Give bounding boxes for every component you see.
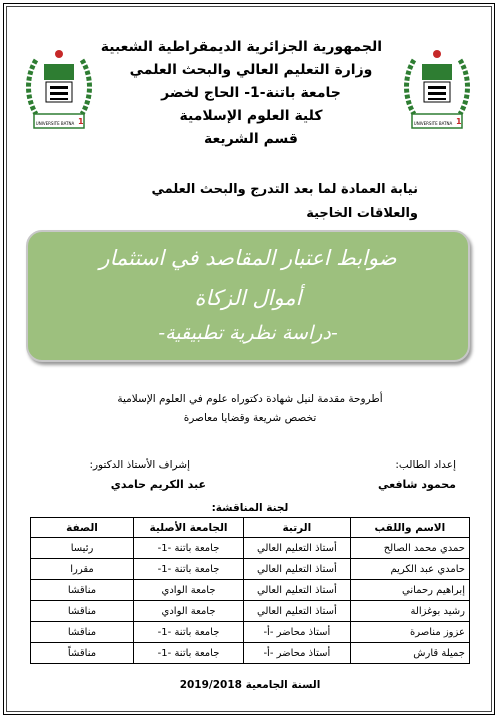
member-university: جامعة باتنة -1- [134,643,244,664]
svg-text:UNIVERSITE BATNA: UNIVERSITE BATNA [35,121,75,126]
member-role: مناقشاً [31,643,134,664]
table-row [31,643,470,664]
academic-year: السنة الجامعية 2019/2018 [179,679,321,691]
member-role: مناقشا [31,580,134,601]
member-rank: أستاذ محاضر -أ- [244,622,351,643]
supervisor-name: عبد الكريم حامدي [110,478,206,491]
member-role: مناقشا [31,622,134,643]
book-icon [44,64,74,80]
table-row [31,580,470,601]
table-header-row [31,518,470,538]
deanery-block [151,178,418,226]
member-name: رشيد بوغزالة [350,601,469,622]
svg-text:UNIVERSITE BATNA: UNIVERSITE BATNA [413,121,453,126]
university-logo-left [22,40,96,132]
member-name: حامدي عبد الكريم [350,559,469,580]
university-logo-right [400,40,474,132]
column-header-rank: الرتبة [244,518,351,538]
emblem-top-icon [433,50,441,58]
svg-text:1: 1 [456,117,462,126]
member-name: حمدي محمد الصالح [350,538,469,559]
member-rank: أستاذ التعليم العالي [244,559,351,580]
thesis-title-box [26,230,470,362]
member-name: عزوز مناصرة [350,622,469,643]
thesis-subtitle: -دراسة نظرية تطبيقية- [158,322,338,344]
member-name: إبراهيم رحماني [350,580,469,601]
member-rank: أستاذ التعليم العالي [244,580,351,601]
header-republic: الجمهورية الجزائرية الديمقراطية الشعبية [100,39,382,55]
deanery-line-2: والعلاقات الخاجية [306,206,418,221]
institution-header [100,36,382,151]
member-name: جميلة قارش [350,643,469,664]
member-role: مقررا [31,559,134,580]
member-university: جامعة باتنة -1- [134,538,244,559]
header-department: قسم الشريعة [204,131,298,147]
deanery-line-1: نيابة العمادة لما بعد التدرج والبحث العلمي [151,182,418,197]
student-label: إعداد الطالب: [395,459,456,471]
thesis-title-line-2: أموال الزكاة [194,286,302,310]
specialization: تخصص شريعة وقضايا معاصرة [183,412,317,424]
member-university: جامعة باتنة -1- [134,622,244,643]
student-name: محمود شافعي [378,478,456,491]
emblem-top-icon [55,50,63,58]
header-ministry: وزارة التعليم العالي والبحث العلمي [129,62,373,78]
column-header-university: الجامعة الأصلية [134,518,244,538]
committee-table [30,517,470,664]
committee-title: لجنة المناقشة: [211,502,289,514]
member-rank: أستاذ محاضر -أ- [244,643,351,664]
table-row [31,538,470,559]
header-faculty: كلية العلوم الإسلامية [179,108,323,124]
member-rank: أستاذ التعليم العالي [244,538,351,559]
member-rank: أستاذ التعليم العالي [244,601,351,622]
member-role: مناقشا [31,601,134,622]
table-row [31,601,470,622]
table-row [31,559,470,580]
member-university: جامعة الوادي [134,601,244,622]
degree-statement: أطروحة مقدمة لنيل شهادة دكتوراه علوم في العلوم الإسلامية [117,393,383,405]
thesis-title-line-1: ضوابط اعتبار المقاصد في استثمار [99,246,397,270]
member-university: جامعة باتنة -1- [134,559,244,580]
column-header-role: الصفة [31,518,134,538]
svg-text:1: 1 [78,117,84,126]
member-university: جامعة الوادي [134,580,244,601]
book-icon [422,64,452,80]
supervisor-label: إشراف الأستاذ الدكتور: [89,459,190,471]
column-header-name: الاسم واللقب [350,518,469,538]
thesis-description [20,390,480,428]
member-role: رئيسا [31,538,134,559]
table-row [31,622,470,643]
header-university: جامعة باتنة-1- الحاج لخضر [161,85,341,101]
